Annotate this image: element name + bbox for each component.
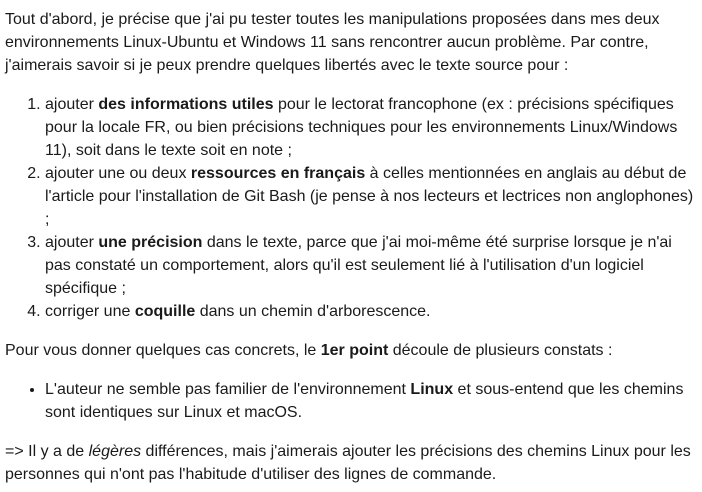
item-emphasis: des informations utiles: [98, 96, 274, 113]
item-emphasis: une précision: [98, 234, 203, 251]
item-emphasis: Linux: [410, 381, 454, 398]
list-item: [45, 378, 697, 424]
cases-emphasis: 1er point: [320, 342, 389, 359]
proposals-list: [5, 93, 697, 323]
list-item: [45, 162, 697, 231]
item-text: L'auteur ne semble pas familier de l'environnement: [45, 381, 411, 398]
item-text: dans le texte, parce que j'ai moi-même été surprise lorsque je n'ai pas constaté un comportement, alors qu'il est seulement lié à l'utilisation d'un logiciel spécifique ;: [45, 234, 672, 297]
item-text: ajouter: [45, 96, 99, 113]
intro-paragraph: Tout d'abord, je précise que j'ai pu tester toutes les manipulations proposées dans mes deux environnements Linux-Ubuntu et Windows 11 sans rencontrer aucun problème. Par contre, j'aimerais savoir si je peux prendre quelques libertés avec le texte source pour :: [5, 11, 660, 74]
conclusion-emphasis: légères: [88, 443, 142, 460]
cases-paragraph: [5, 339, 697, 362]
item-text: et sous-entend que les chemins sont identiques sur Linux et macOS.: [45, 381, 684, 421]
list-item: [45, 300, 697, 323]
item-emphasis: coquille: [134, 303, 196, 320]
cases-text: Pour vous donner quelques cas concrets, le: [5, 342, 321, 359]
item-text: pour le lectorat francophone (ex : précisions spécifiques pour la locale FR, ou bien précisions techniques pour les environnements Linux/Windows 11), soit dans le texte soit en note ;: [45, 96, 678, 159]
item-text: ajouter: [45, 234, 99, 251]
item-text: à celles mentionnées en anglais au début de l'article pour l'installation de Git Bash (je pense à nos lecteurs et lectrices non anglophones) ;: [45, 165, 694, 228]
conclusion-text: => Il y a de: [5, 443, 89, 460]
item-emphasis: ressources en français: [190, 165, 366, 182]
item-text: dans un chemin d'arborescence.: [195, 303, 431, 320]
item-text: corriger une: [45, 303, 135, 320]
item-text: ajouter une ou deux: [45, 165, 191, 182]
conclusion-paragraph: [5, 440, 697, 486]
list-item: [45, 231, 697, 300]
cases-text: découle de plusieurs constats :: [388, 342, 613, 359]
observations-list: [5, 378, 697, 424]
conclusion-text: différences, mais j'aimerais ajouter les précisions des chemins Linux pour les personnes qui n'ont pas l'habitude d'utiliser des lignes de commande.: [5, 443, 691, 483]
list-item: [45, 93, 697, 162]
